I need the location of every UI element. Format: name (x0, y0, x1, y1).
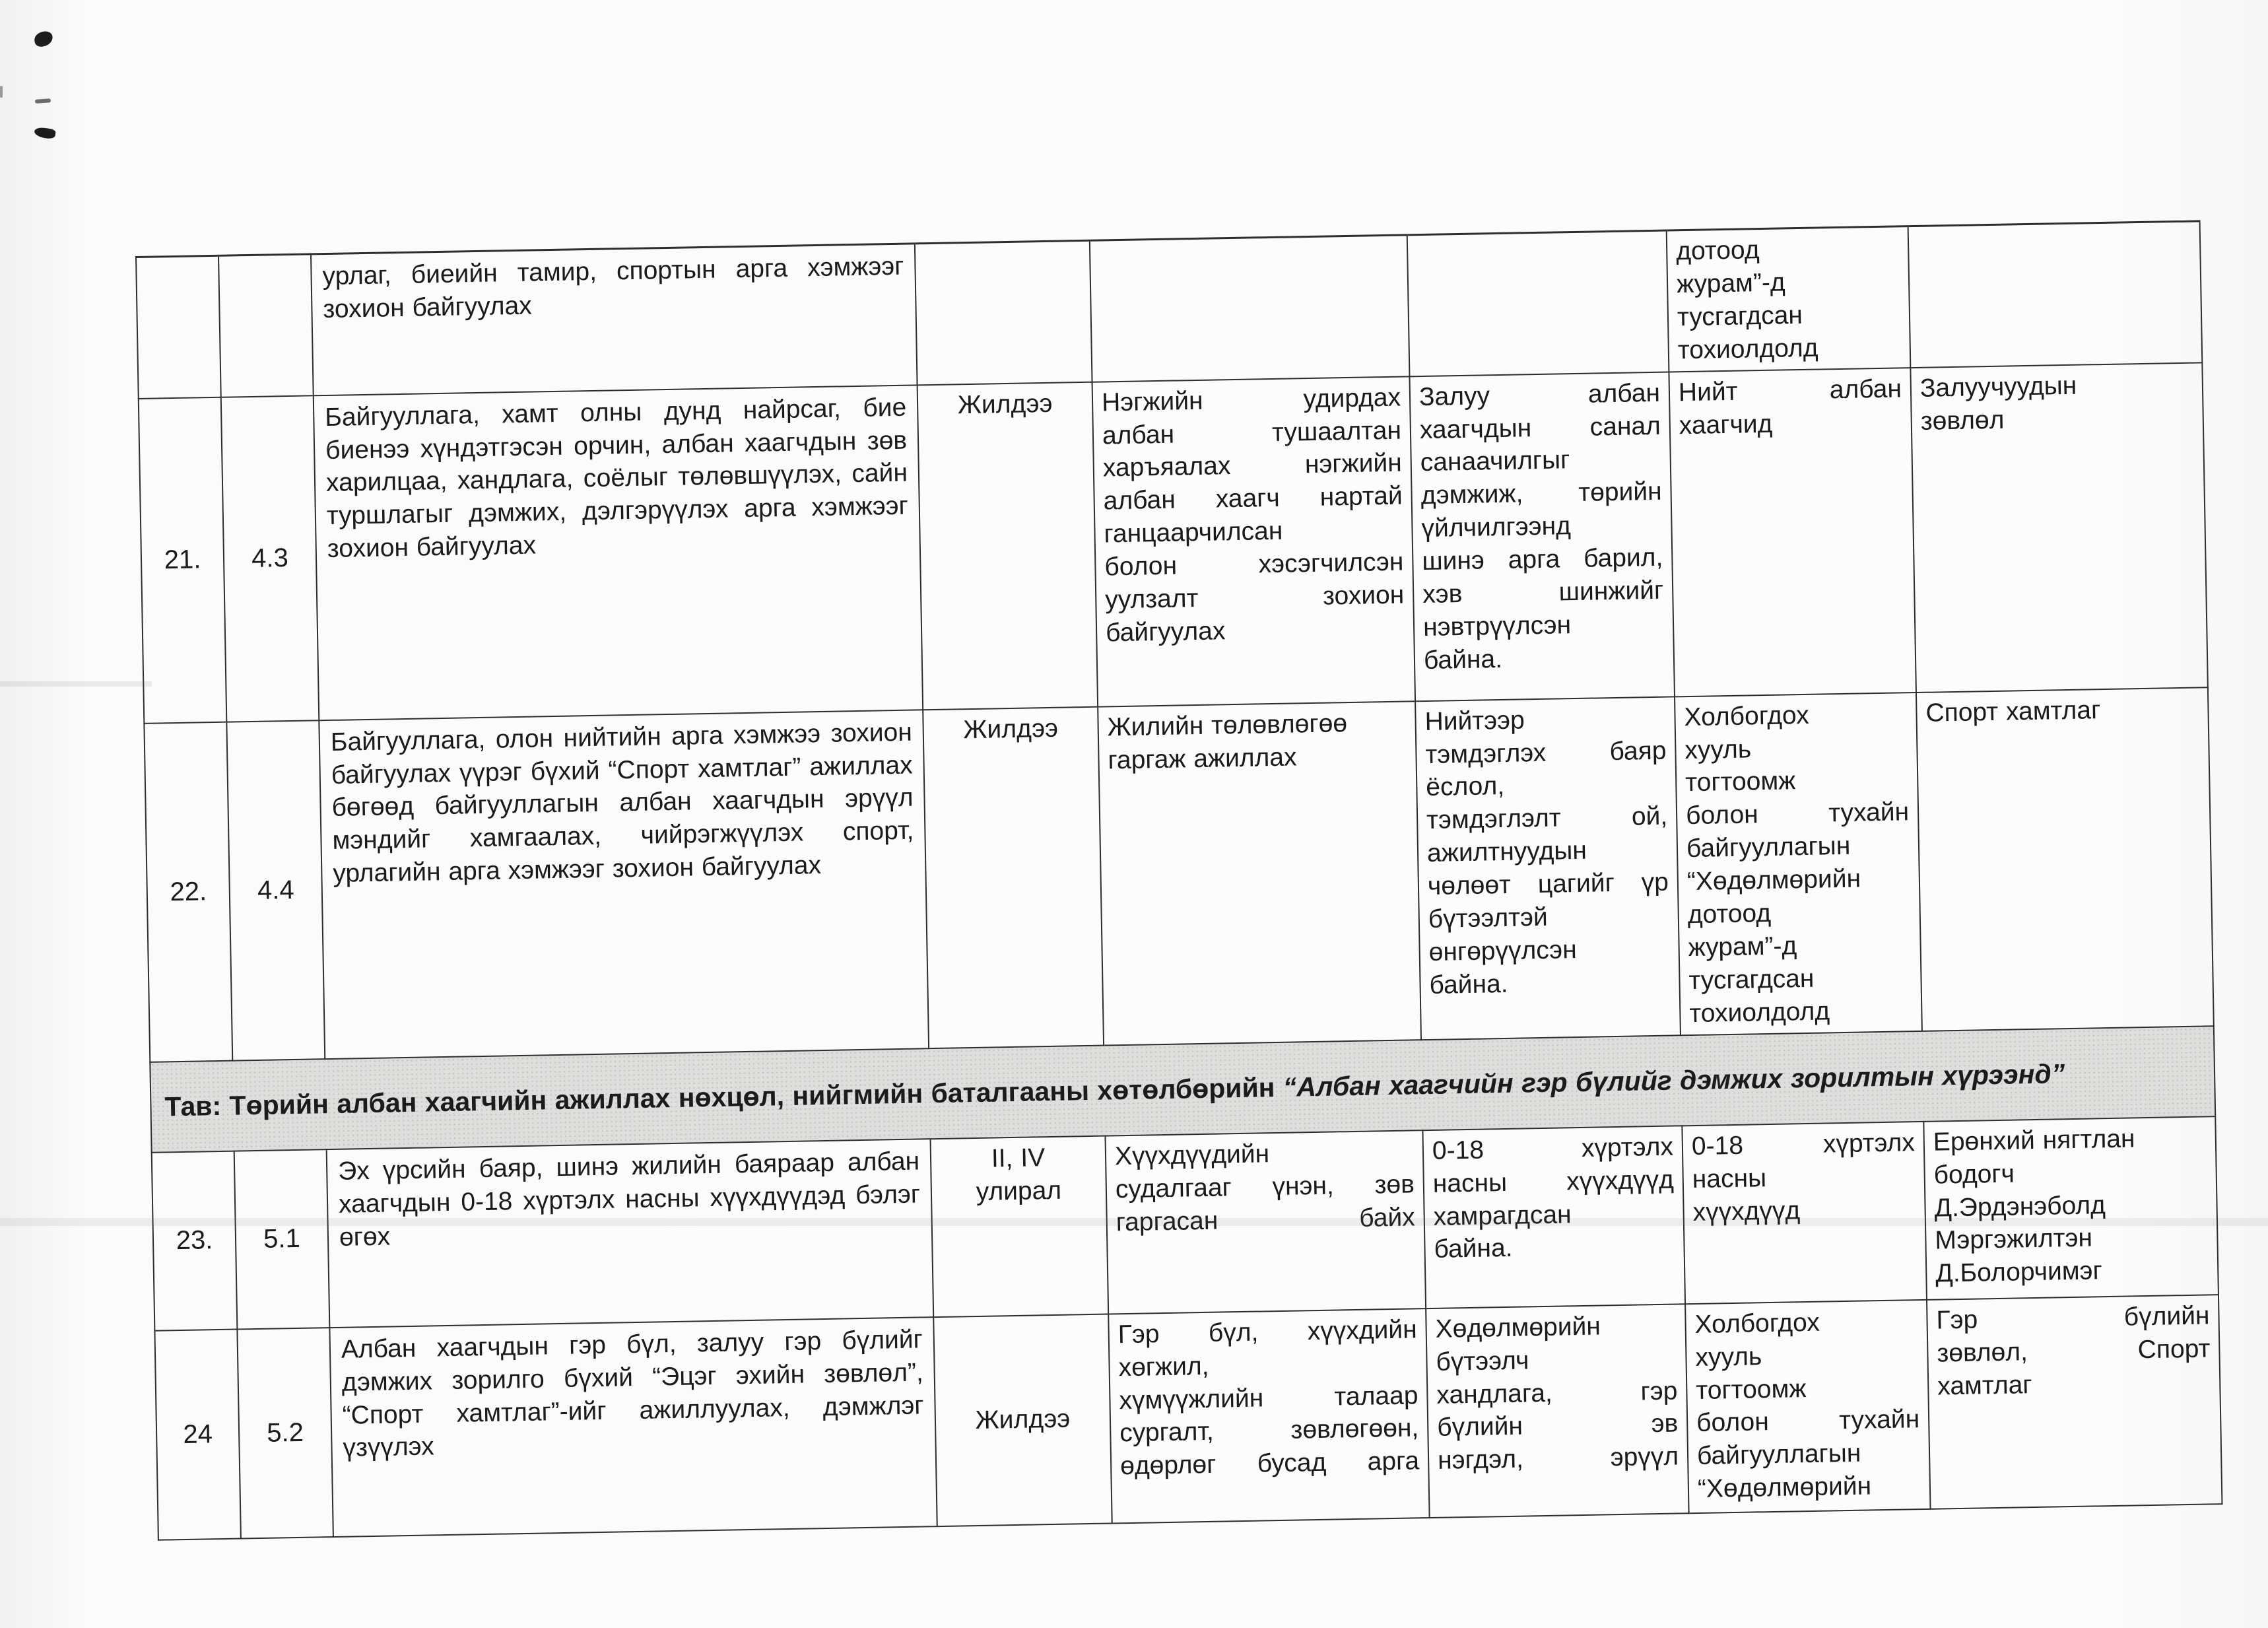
criteria-cell: Гэр бүл, хүүхдийн хөгжил, хүмүүжлийн талаар сургалт, зөвлөгөөн, өдөрлөг бусад арга (1108, 1308, 1429, 1523)
frequency-cell (915, 240, 1092, 385)
criteria-cell: Жилийн төлөвлөгөө гаргаж ажиллах (1098, 701, 1421, 1045)
row-number-cell: 23. (152, 1151, 238, 1330)
row-code-cell: 5.2 (237, 1328, 333, 1538)
partner-cell: Залуучуудын зөвлөл (1910, 362, 2208, 693)
ink-dash-mark (35, 98, 51, 104)
criteria-cell (1090, 235, 1410, 382)
participants-cell: Нийт албан хаагчид (1669, 368, 1916, 696)
table-container (135, 220, 2222, 1540)
result-cell: 0-18 хүртэлх насны хүүхдүүд хамрагдсан байна. (1422, 1126, 1685, 1308)
partner-cell: Гэр бүлийн зөвлөл, Спорт хамтлаг (1927, 1295, 2222, 1509)
frequency-cell: Жилдээ (917, 382, 1098, 710)
table-row-21 (139, 362, 2208, 723)
participants-cell: Холбогдох хууль тогтоомж болон тухайн байгууллагын “Хөдөлмөрийн дотоод журам”-д тусгагдсан тохиолдолд (1675, 693, 1922, 1035)
table-row-23 (152, 1116, 2218, 1331)
activity-cell: Албан хаагчдын гэр бүл, залуу гэр бүлийг дэмжих зорилго бүхий “Эцэг эхийн зөвлөл”, “Спорт хамтлаг”-ийг ажиллуулах, дэмжлэг үзүүлэх (329, 1317, 937, 1537)
partner-cell: Ерөнхий нягтлан бодогч Д.Эрдэнэболд Мэргэжилтэн Д.Болорчимэг (1923, 1116, 2218, 1300)
row-number-cell (136, 255, 221, 398)
partner-cell (1908, 221, 2203, 368)
frequency-cell: Жилдээ (933, 1314, 1112, 1526)
section-header-text: Тав: Төрийн албан хаагчийн ажиллах нөхцөл, нийгмийн баталгааны хөтөлбөрийн (164, 1071, 1284, 1122)
ink-edge-mark (0, 86, 3, 98)
row-code-cell: 4.4 (226, 720, 325, 1060)
row-number-cell: 21. (139, 397, 227, 723)
row-code-cell: 5.1 (234, 1149, 330, 1329)
table-row-22 (144, 687, 2213, 1062)
activity-cell: Эх үрсийн баяр, шинэ жилийн баяраар албан хаагчдын 0-18 хүртэлх насны хүүхдүүдэд бэлэг өгөх (327, 1139, 934, 1328)
participants-cell: 0-18 хүртэлх насны хүүхдүүд (1682, 1122, 1927, 1304)
frequency-cell: II, IV улирал (931, 1136, 1109, 1317)
activity-cell: урлаг, биеийн тамир, спортын арга хэмжээг зохион байгуулах (311, 244, 917, 395)
scan-streak (0, 681, 152, 687)
criteria-cell: Нэгжийн удирдах албан тушаалтан харъяалах нэгжийн албан хаагч нартай ганцаарчилсан болон хэсэгчилсэн уулзалт зохион байгуулах (1092, 376, 1416, 706)
activity-plan-table (135, 220, 2222, 1540)
row-code-cell: 4.3 (221, 395, 319, 722)
ink-tick-mark (34, 127, 56, 139)
frequency-cell: Жилдээ (923, 706, 1104, 1048)
participants-cell: дотоод журам”-д тусгагдсан тохиолдолд (1667, 226, 1911, 372)
criteria-cell: Хүүхдүүдийн судалгааг үнэн, зөв гаргасан байх (1105, 1130, 1426, 1314)
result-cell (1407, 230, 1669, 376)
section-header-subtitle: “Албан хаагчийн гэр бүлийг дэмжих зорилтын хүрээнд” (1283, 1058, 2065, 1102)
row-number-cell: 22. (144, 722, 232, 1062)
result-cell: Хөдөлмөрийн бүтээлч хандлага, гэр бүлийн эв нэгдэл, эрүүл (1426, 1304, 1688, 1518)
table-row-24 (154, 1295, 2222, 1540)
partner-cell: Спорт хамтлаг (1916, 687, 2214, 1031)
activity-cell: Байгууллага, олон нийтийн арга хэмжээ зохион байгуулах үүрэг бүхий “Спорт хамтлаг” ажиллах бөгөөд байгууллагын албан хаагчдын эрүүл мэндийг хамгаалах, чийрэгжүүлэх спорт, урлагийн арга хэмжээг зохион байгуулах (319, 710, 929, 1059)
result-cell: Залуу албан хаагчдын санал санаачилгыг дэмжиж, төрийн үйлчилгээнд шинэ арга барил, хэв шинжийг нэвтрүүлсэн байна. (1409, 372, 1675, 701)
activity-cell: Байгууллага, хамт олны дунд найрсаг, бие биенээ хүндэтгэсэн орчин, албан хаагчдын зөв харилцаа, хандлага, соёлыг төлөвшүүлэх, сайн туршлагыг дэмжих, дэлгэрүүлэх арга хэмжээг зохион байгуулах (314, 385, 923, 720)
result-cell: Нийтээр тэмдэглэх баяр ёслол, тэмдэглэлт ой, ажилтнуудын чөлөөт цагийг үр бүтээлтэй өнгөрүүлсэн байна. (1415, 696, 1681, 1040)
ink-blob-mark (33, 30, 54, 48)
row-number-cell: 24 (154, 1329, 241, 1540)
participants-cell: Холбогдох хууль тогтоомж болон тухайн байгууллагын “Хөдөлмөрийн (1685, 1300, 1930, 1513)
row-code-cell (218, 254, 314, 397)
